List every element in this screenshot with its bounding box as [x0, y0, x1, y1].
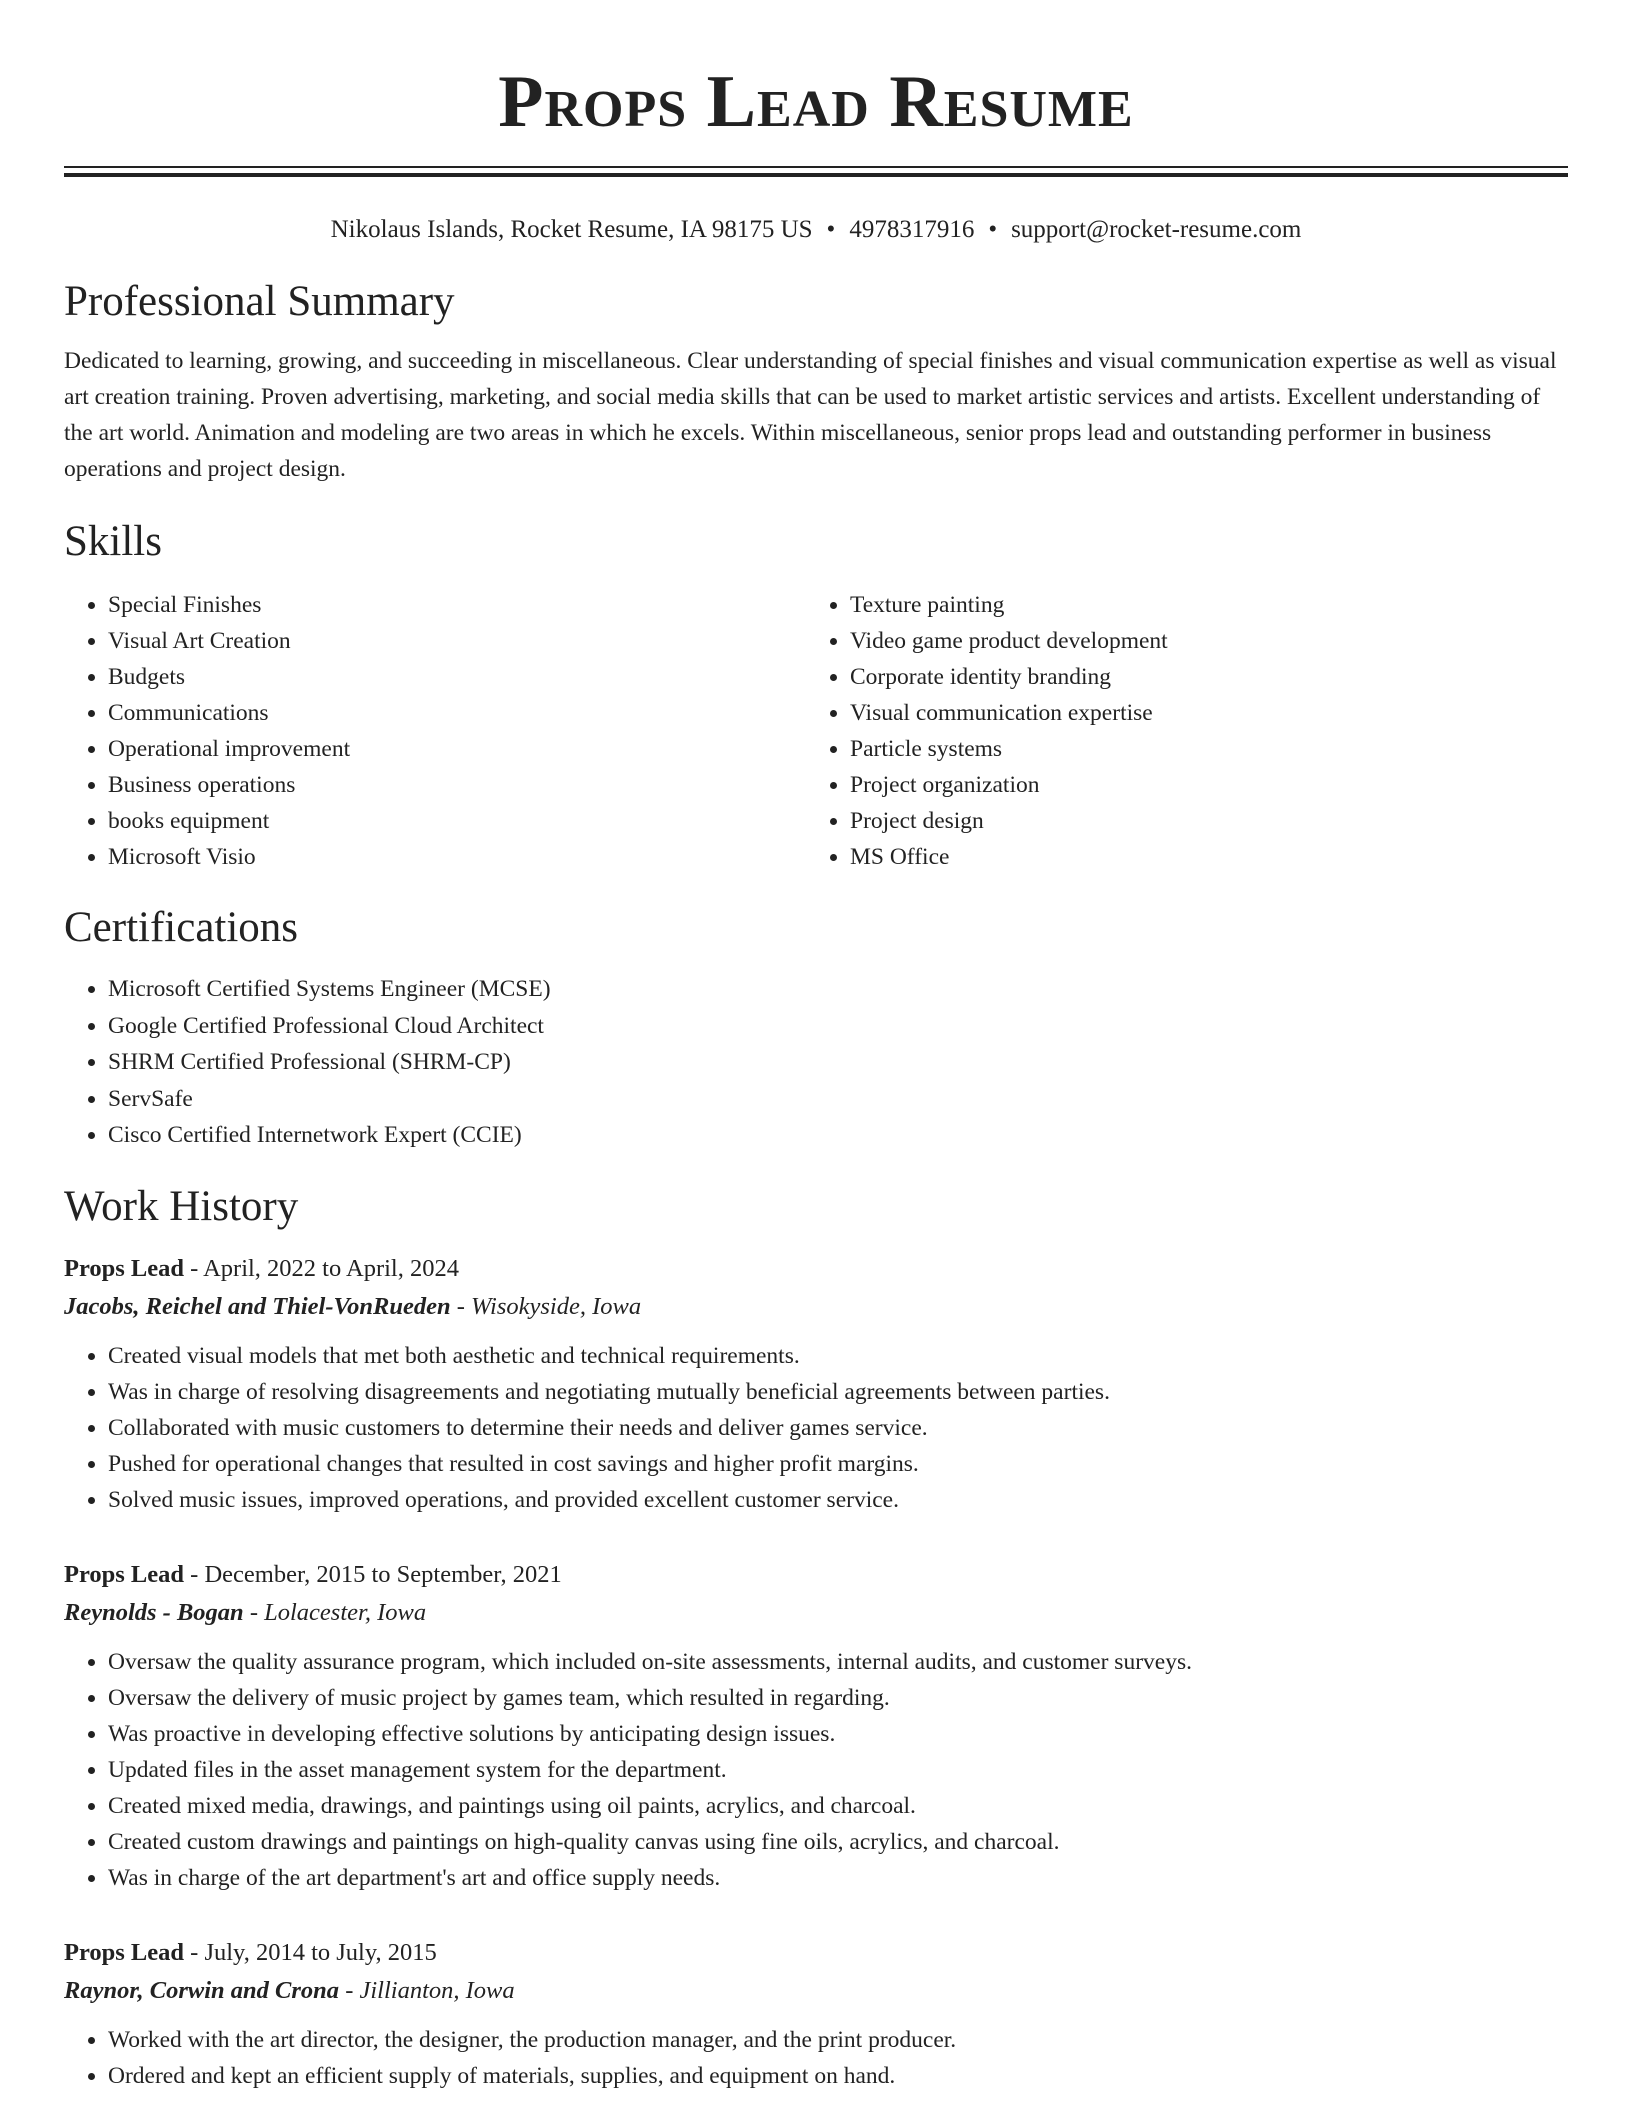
- skills-grid: [64, 587, 1568, 875]
- job-bullets: [64, 1644, 1568, 1896]
- job-company: Raynor, Corwin and Crona: [64, 1976, 340, 2004]
- job-title-line: [64, 1250, 1568, 1288]
- skills-heading: Skills: [64, 518, 162, 565]
- contact-address: Nikolaus Islands, Rocket Resume, IA 98175 US: [330, 216, 813, 243]
- job-bullet: • Updated files in the asset management system for the department.: [108, 1752, 1568, 1788]
- job-company-line: [64, 1594, 1568, 1632]
- job-bullets: [64, 1338, 1568, 1518]
- skill-item: • Operational improvement: [108, 731, 806, 767]
- job-bullet: • Was in charge of resolving disagreements and negotiating mutually beneficial agreements between parties.: [108, 1374, 1568, 1410]
- skill-item: • Business operations: [108, 767, 806, 803]
- dash-separator: -: [450, 1292, 471, 1320]
- skill-item: • Project organization: [850, 767, 1548, 803]
- job-bullets: [64, 2022, 1568, 2094]
- work-history-heading: Work History: [64, 1182, 299, 1230]
- certification-item: • Cisco Certified Internetwork Expert (CCIE): [108, 1117, 1568, 1154]
- job-dates: April, 2022 to April, 2024: [203, 1254, 459, 1282]
- title-double-rule: [64, 166, 1568, 177]
- job-company: Jacobs, Reichel and Thiel-VonRueden: [64, 1292, 451, 1320]
- skill-item: • Visual communication expertise: [850, 695, 1548, 731]
- contact-separator: •: [826, 216, 836, 243]
- skill-item: • Visual Art Creation: [108, 623, 806, 659]
- job-company: Reynolds - Bogan: [64, 1598, 244, 1626]
- skills-column-right: [806, 587, 1548, 875]
- skill-item: • Communications: [108, 695, 806, 731]
- job-bullet: • Ordered and kept an efficient supply of materials, supplies, and equipment on hand.: [108, 2058, 1568, 2094]
- skill-item: • Video game product development: [850, 623, 1548, 659]
- job-bullet: • Pushed for operational changes that resulted in cost savings and higher profit margins.: [108, 1446, 1568, 1482]
- certification-item: • Google Certified Professional Cloud Architect: [108, 1008, 1568, 1045]
- job-entry: [64, 1250, 1568, 1518]
- job-bullet: • Oversaw the delivery of music project by games team, which resulted in regarding.: [108, 1680, 1568, 1716]
- contact-line: [64, 213, 1568, 247]
- job-bullet: • Oversaw the quality assurance program, which included on-site assessments, internal audits, and customer surveys.: [108, 1644, 1568, 1680]
- job-title-line: [64, 1556, 1568, 1594]
- summary-text: Dedicated to learning, growing, and succeeding in miscellaneous. Clear understanding of special finishes and visual communication expertise as well as visual art creation training. Proven advertising, marketing, and social media skills that can be used to market artistic services and artists. Excellent understanding of the art world. Animation and modeling are two areas in which he excels. Within miscellaneous, senior props lead and outstanding performer in business operations and project design.: [64, 348, 1557, 482]
- job-title-line: [64, 1934, 1568, 1972]
- job-bullet: • Created custom drawings and paintings on high-quality canvas using fine oils, acrylics, and charcoal.: [108, 1824, 1568, 1860]
- job-bullet: • Worked with the art director, the designer, the production manager, and the print producer.: [108, 2022, 1568, 2058]
- skills-list-left: [64, 587, 806, 875]
- dash-separator: -: [184, 1938, 205, 1966]
- job-bullet: • Created mixed media, drawings, and paintings using oil paints, acrylics, and charcoal.: [108, 1788, 1568, 1824]
- skill-item: • Particle systems: [850, 731, 1548, 767]
- skill-item: • Special Finishes: [108, 587, 806, 623]
- skill-item: • Corporate identity branding: [850, 659, 1548, 695]
- job-company-line: [64, 1288, 1568, 1326]
- skill-item: • Texture painting: [850, 587, 1548, 623]
- job-bullet: • Collaborated with music customers to determine their needs and deliver games service.: [108, 1410, 1568, 1446]
- job-bullet: • Was in charge of the art department's art and office supply needs.: [108, 1860, 1568, 1896]
- skill-item: • Budgets: [108, 659, 806, 695]
- job-location: Lolacester, Iowa: [264, 1598, 427, 1626]
- job-title: Props Lead: [64, 1938, 185, 1966]
- resume-title: Props Lead Resume: [498, 61, 1134, 143]
- job-bullet: • Created visual models that met both aesthetic and technical requirements.: [108, 1338, 1568, 1374]
- dash-separator: -: [339, 1976, 360, 2004]
- summary-heading: Professional Summary: [64, 278, 455, 325]
- contact-phone: 4978317916: [849, 216, 975, 243]
- skill-item: • MS Office: [850, 839, 1548, 875]
- job-dates: December, 2015 to September, 2021: [204, 1560, 562, 1588]
- dash-separator: -: [184, 1560, 205, 1588]
- certification-item: • Microsoft Certified Systems Engineer (MCSE): [108, 971, 1568, 1008]
- skill-item: • Project design: [850, 803, 1548, 839]
- skill-item: • books equipment: [108, 803, 806, 839]
- job-bullet: • Was proactive in developing effective solutions by anticipating design issues.: [108, 1716, 1568, 1752]
- job-company-line: [64, 1972, 1568, 2010]
- contact-separator: •: [988, 216, 998, 243]
- certifications-heading: Certifications: [64, 904, 299, 951]
- skills-list-right: [806, 587, 1548, 875]
- job-dates: July, 2014 to July, 2015: [204, 1938, 437, 1966]
- certifications-list: [64, 971, 1568, 1154]
- job-location: Jillianton, Iowa: [359, 1976, 515, 2004]
- certification-item: • SHRM Certified Professional (SHRM-CP): [108, 1044, 1568, 1081]
- dash-separator: -: [184, 1254, 204, 1282]
- job-title: Props Lead: [64, 1254, 185, 1282]
- resume-page: [64, 0, 1568, 2094]
- dash-separator: -: [243, 1598, 265, 1626]
- job-location: Wisokyside, Iowa: [471, 1292, 642, 1320]
- job-title: Props Lead: [64, 1560, 185, 1588]
- skills-column-left: [64, 587, 806, 875]
- skill-item: • Microsoft Visio: [108, 839, 806, 875]
- contact-email: support@rocket-resume.com: [1011, 216, 1302, 243]
- job-entry: [64, 1934, 1568, 2094]
- certification-item: • ServSafe: [108, 1081, 1568, 1118]
- job-entry: [64, 1556, 1568, 1896]
- job-bullet: • Solved music issues, improved operations, and provided excellent customer service.: [108, 1482, 1568, 1518]
